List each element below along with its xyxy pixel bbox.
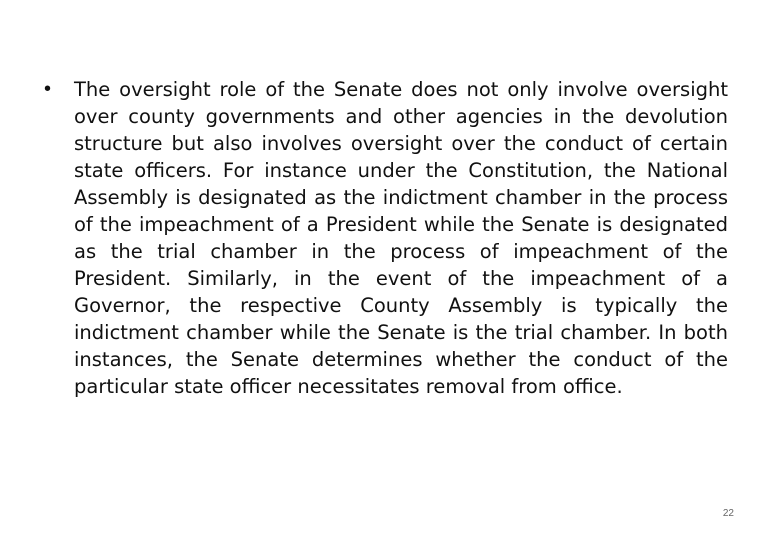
bullet-icon: • — [44, 78, 52, 100]
page-number: 22 — [722, 508, 734, 519]
bullet-text: The oversight role of the Senate does not only involve oversight over county governments and other agencies in the devolution structure but also involves oversight over the conduct of certain state officers. For instance under the Constitution, the National Assembly is designated as the indictment chamber in the process of the impeachment of a President while the Senate is designated as the trial chamber in the process of impeachment of the President. Similarly, in the event of the impeachment of a Governor, the respective County Assembly is typically the indictment chamber while the Senate is the trial chamber. In both instances, the Senate determines whether the conduct of the particular state officer necessitates removal from office. — [74, 78, 728, 398]
bullet-item — [44, 76, 728, 400]
